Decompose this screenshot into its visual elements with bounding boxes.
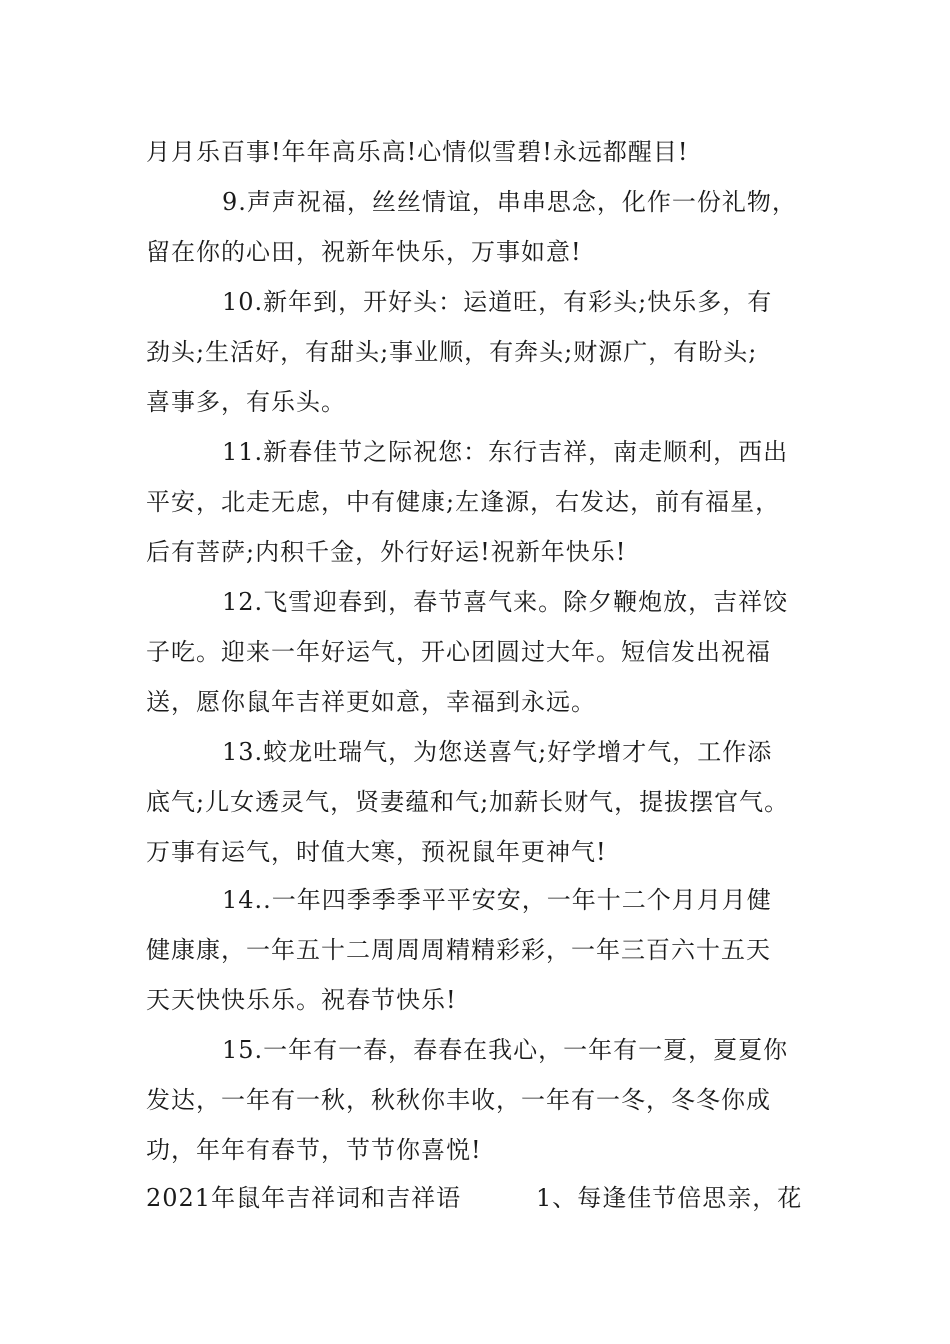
item-9-line-1: 9.声声祝福，丝丝情谊，串串思念，化作一份礼物， (222, 188, 797, 216)
item-12-line-1: 12.飞雪迎春到，春节喜气来。除夕鞭炮放，吉祥饺 (222, 588, 789, 616)
item-10-line-3: 喜事多，有乐头。 (146, 388, 346, 416)
item-15-line-3: 功，年年有春节，节节你喜悦! (146, 1136, 482, 1164)
item-10-line-2: 劲头;生活好，有甜头;事业顺，有奔头;财源广，有盼头; (146, 338, 758, 366)
text-line: 月月乐百事!年年高乐高!心情似雪碧!永远都醒目! (146, 138, 689, 166)
item-11-line-2: 平安，北走无虑，中有健康;左逢源，右发达，前有福星， (146, 488, 781, 516)
item-11-line-3: 后有菩萨;内积千金，外行好运!祝新年快乐! (146, 538, 627, 566)
item-11-line-1: 11.新春佳节之际祝您：东行吉祥，南走顺利，西出 (222, 438, 789, 466)
item-14-line-3: 天天快快乐乐。祝春节快乐! (146, 986, 457, 1014)
item-13-line-1: 13.蛟龙吐瑞气，为您送喜气;好学增才气，工作添 (222, 738, 773, 766)
section-first-item: 1、每逢佳节倍思亲，花 (536, 1184, 803, 1212)
item-15-line-2: 发达，一年有一秋，秋秋你丰收，一年有一冬，冬冬你成 (146, 1086, 771, 1114)
item-15-line-1: 15.一年有一春，春春在我心，一年有一夏，夏夏你 (222, 1036, 789, 1064)
section-title: 2021年鼠年吉祥词和吉祥语 (146, 1184, 462, 1212)
item-13-line-2: 底气;儿女透灵气，贤妻蕴和气;加薪长财气，提拔摆官气。 (146, 788, 790, 816)
item-12-line-2: 子吃。迎来一年好运气，开心团圆过大年。短信发出祝福 (146, 638, 771, 666)
item-10-line-1: 10.新年到，开好头：运道旺，有彩头;快乐多，有 (222, 288, 773, 316)
item-13-line-3: 万事有运气，时值大寒，预祝鼠年更神气! (146, 838, 607, 866)
item-12-line-3: 送，愿你鼠年吉祥更如意，幸福到永远。 (146, 688, 596, 716)
item-14-line-2: 健康康，一年五十二周周周精精彩彩，一年三百六十五天 (146, 936, 771, 964)
item-9-line-2: 留在你的心田，祝新年快乐，万事如意! (146, 238, 582, 266)
item-14-line-1: 14..一年四季季季平平安安，一年十二个月月月健 (222, 886, 772, 914)
